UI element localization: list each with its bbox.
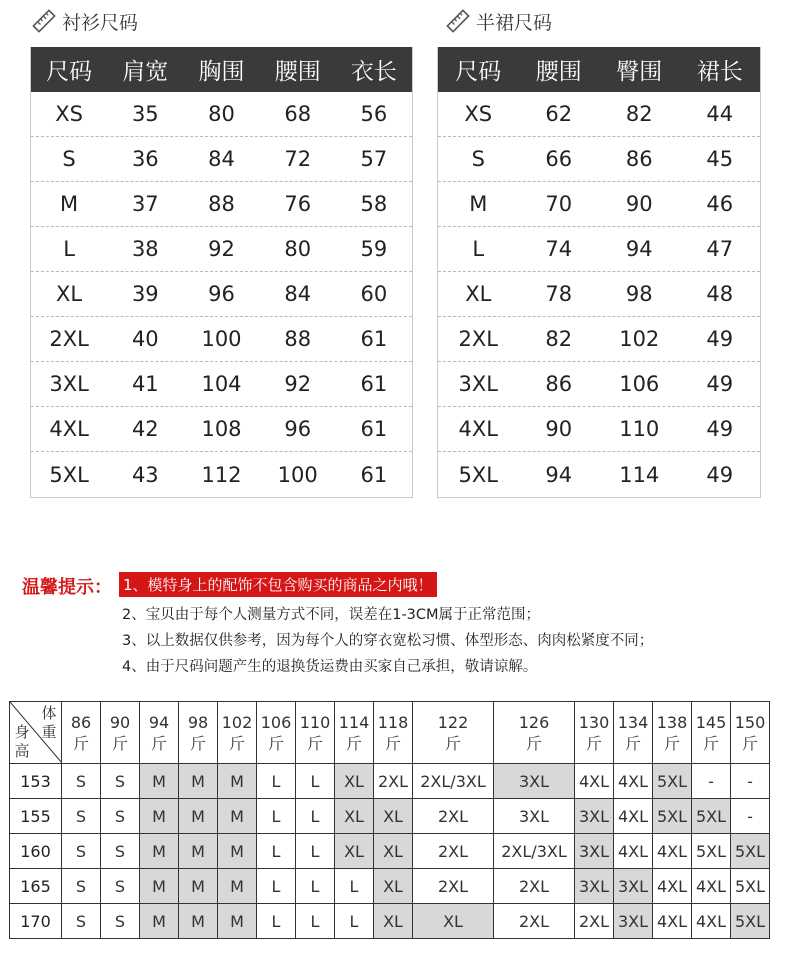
size-cell: L — [296, 764, 335, 799]
weight-value: 130 — [578, 712, 610, 732]
table-cell: 4XL — [458, 417, 498, 441]
table-cell: 39 — [131, 282, 159, 306]
table-cell: 61 — [360, 327, 388, 351]
size-cell: S — [62, 799, 101, 834]
table-cell: 5XL — [458, 462, 498, 487]
table-cell: 74 — [545, 237, 573, 261]
shirt-header-cell: 腰围 — [274, 59, 321, 85]
weight-unit: 斤 — [663, 733, 680, 753]
table-cell: 38 — [131, 237, 159, 261]
weight-unit: 斤 — [150, 733, 167, 753]
size-cell: M — [218, 764, 257, 799]
size-cell: 3XL — [494, 764, 575, 799]
weight-unit: 斤 — [525, 733, 542, 753]
size-cell: L — [257, 764, 296, 799]
size-cell: M — [218, 834, 257, 869]
weight-value: 138 — [656, 712, 688, 732]
table-cell: 104 — [201, 372, 242, 396]
ruler-icon — [446, 9, 470, 33]
size-cell: 4XL — [653, 904, 692, 939]
size-cell: 3XL — [494, 799, 575, 834]
weight-value: 118 — [377, 712, 409, 732]
table-cell: 56 — [360, 102, 388, 126]
size-cell: XL — [374, 799, 413, 834]
table-cell: 41 — [131, 372, 159, 396]
size-cell: 5XL — [731, 834, 770, 869]
size-cell: M — [179, 904, 218, 939]
table-row — [31, 452, 412, 497]
weight-value: 150 — [734, 712, 766, 732]
weight-value: 110 — [299, 712, 331, 732]
size-cell: M — [179, 764, 218, 799]
weight-unit: 斤 — [111, 733, 128, 753]
table-row — [438, 227, 760, 272]
table-cell: 45 — [706, 147, 734, 171]
weight-value: 102 — [221, 712, 253, 732]
size-cell: M — [218, 904, 257, 939]
table-cell: XS — [464, 102, 493, 126]
size-cell: L — [335, 869, 374, 904]
size-cell: 3XL — [575, 799, 614, 834]
weight-value: 86 — [70, 712, 92, 732]
table-row — [31, 317, 412, 362]
table-cell: 110 — [619, 417, 660, 441]
shirt-size-table — [30, 47, 413, 498]
table-cell: 78 — [545, 282, 573, 306]
table-cell: 80 — [208, 102, 235, 126]
table-cell: 70 — [545, 192, 573, 216]
shirt-title: 衬衫尺码 — [62, 11, 139, 34]
size-cell: XL — [413, 904, 494, 939]
size-cell: XL — [335, 799, 374, 834]
size-cell: L — [296, 869, 335, 904]
weight-header-cell — [335, 702, 374, 764]
table-cell: S — [62, 147, 76, 171]
shirt-header-cell: 衣长 — [350, 59, 397, 85]
table-cell: 44 — [706, 102, 734, 126]
tip-item-3: 3、以上数据仅供参考，因为每个人的穿衣宽松习惯、体型形态、肉肉松紧度不同； — [122, 633, 654, 649]
table-cell: 4XL — [49, 417, 89, 441]
size-cell: S — [101, 764, 140, 799]
table-cell: XL — [56, 282, 83, 306]
tip-item-1: 1、模特身上的配饰不包含购买的商品之内哦！ — [119, 572, 437, 597]
weight-unit: 斤 — [189, 733, 206, 753]
table-cell: 36 — [131, 147, 159, 171]
table-row — [438, 272, 760, 317]
weight-header-cell — [101, 702, 140, 764]
table-row — [438, 452, 760, 497]
table-cell: 84 — [284, 282, 312, 306]
table-corner-header — [10, 702, 62, 764]
table-cell: 102 — [619, 327, 660, 351]
table-cell: 88 — [284, 327, 312, 351]
table-cell: 100 — [277, 462, 318, 487]
weight-unit: 斤 — [306, 733, 323, 753]
size-cell: 3XL — [614, 904, 653, 939]
size-cell: 2XL — [494, 869, 575, 904]
size-cell: L — [296, 799, 335, 834]
table-cell: 106 — [619, 372, 660, 396]
table-cell: 86 — [545, 372, 573, 396]
height-cell: 165 — [10, 869, 62, 904]
weight-value: 98 — [187, 712, 209, 732]
size-cell: XL — [335, 834, 374, 869]
tip-item-4: 4、由于尺码问题产生的退换货运费由买家自己承担，敬请谅解。 — [122, 659, 538, 675]
table-cell: 108 — [201, 417, 242, 441]
size-cell: M — [179, 799, 218, 834]
size-cell: 2XL — [413, 834, 494, 869]
size-cell: 5XL — [692, 799, 731, 834]
weight-unit: 斤 — [444, 733, 461, 753]
weight-header-cell — [257, 702, 296, 764]
table-cell: 42 — [131, 417, 159, 441]
weight-header-cell — [614, 702, 653, 764]
table-cell: 46 — [706, 192, 734, 216]
table-cell: M — [60, 192, 79, 216]
skirt-header-cell: 腰围 — [535, 59, 582, 85]
size-cell: S — [101, 834, 140, 869]
tip-item-2: 2、宝贝由于每个人测量方式不同，误差在1-3CM属于正常范围； — [122, 607, 541, 623]
size-cell: - — [692, 764, 731, 799]
table-cell: 60 — [360, 282, 388, 306]
weight-unit: 斤 — [72, 733, 89, 753]
table-cell: 76 — [284, 192, 312, 216]
table-cell: 68 — [284, 102, 312, 126]
table-cell: 90 — [545, 417, 573, 441]
table-row — [31, 227, 412, 272]
size-cell: XL — [374, 904, 413, 939]
weight-header-cell — [62, 702, 101, 764]
table-cell: 82 — [545, 327, 573, 351]
table-cell: 96 — [208, 282, 235, 306]
table-cell: 48 — [706, 282, 734, 306]
table-cell: 88 — [208, 192, 235, 216]
weight-header-cell — [218, 702, 257, 764]
table-cell: 49 — [706, 372, 734, 396]
size-cell: 5XL — [731, 869, 770, 904]
size-cell: M — [140, 764, 179, 799]
table-cell: 47 — [706, 237, 734, 261]
weight-header-cell — [413, 702, 494, 764]
table-cell: 96 — [284, 417, 312, 441]
table-cell: 84 — [208, 147, 235, 171]
size-cell: L — [335, 904, 374, 939]
shirt-table-header — [31, 47, 412, 92]
shirt-header-cell: 肩宽 — [122, 59, 169, 85]
skirt-header-cell: 尺码 — [455, 59, 502, 85]
size-cell: S — [62, 764, 101, 799]
skirt-section-title — [446, 6, 552, 36]
weight-header-cell — [374, 702, 413, 764]
weight-header-cell — [575, 702, 614, 764]
size-cell: M — [140, 799, 179, 834]
size-recommendation-table — [9, 701, 770, 939]
table-row — [31, 182, 412, 227]
table-cell: S — [471, 147, 485, 171]
skirt-title: 半裙尺码 — [476, 11, 553, 34]
table-cell: 98 — [625, 282, 653, 306]
table-row — [438, 92, 760, 137]
size-cell: L — [296, 904, 335, 939]
size-cell: 2XL — [575, 904, 614, 939]
table-cell: 3XL — [49, 372, 89, 396]
table-cell: L — [63, 237, 75, 261]
size-cell: M — [218, 869, 257, 904]
size-cell: M — [140, 834, 179, 869]
size-cell: XL — [374, 834, 413, 869]
table-row — [31, 92, 412, 137]
size-cell: 5XL — [731, 904, 770, 939]
weight-value: 114 — [338, 712, 370, 732]
weight-header-cell — [692, 702, 731, 764]
table-cell: 49 — [706, 327, 734, 351]
table-cell: 43 — [131, 462, 159, 487]
table-cell: 61 — [360, 462, 388, 487]
size-cell: 4XL — [653, 869, 692, 904]
size-cell: S — [101, 904, 140, 939]
weight-value: 94 — [148, 712, 170, 732]
table-row — [438, 317, 760, 362]
table-cell: 35 — [131, 102, 159, 126]
shirt-header-cell: 尺码 — [46, 59, 93, 85]
table-cell: 49 — [706, 417, 734, 441]
size-cell: 2XL — [494, 904, 575, 939]
table-cell: 2XL — [458, 327, 498, 351]
table-cell: 40 — [131, 327, 159, 351]
size-cell: 2XL — [413, 799, 494, 834]
size-cell: M — [218, 799, 257, 834]
tips-label: 温馨提示： — [22, 577, 112, 598]
table-cell: 61 — [360, 372, 388, 396]
weight-value: 106 — [260, 712, 292, 732]
weight-header-cell — [653, 702, 692, 764]
table-row — [438, 182, 760, 227]
shirt-section-title — [32, 6, 138, 36]
weight-value: 122 — [437, 712, 469, 732]
size-cell: 2XL/3XL — [494, 834, 575, 869]
height-cell: 170 — [10, 904, 62, 939]
size-cell: 3XL — [575, 869, 614, 904]
size-cell: - — [731, 764, 770, 799]
table-cell: 59 — [360, 237, 388, 261]
weight-value: 126 — [518, 712, 550, 732]
size-cell: 3XL — [614, 869, 653, 904]
weight-unit: 斤 — [585, 733, 602, 753]
weight-unit: 斤 — [741, 733, 758, 753]
weight-header-cell — [731, 702, 770, 764]
corner-weight-label: 体重 — [41, 704, 57, 741]
table-cell: 90 — [625, 192, 653, 216]
table-cell: 80 — [284, 237, 312, 261]
size-cell: 4XL — [692, 869, 731, 904]
size-cell: 5XL — [692, 834, 731, 869]
table-cell: 2XL — [49, 327, 89, 351]
table-row — [31, 272, 412, 317]
table-cell: 112 — [201, 462, 242, 487]
size-cell: XL — [335, 764, 374, 799]
weight-value: 134 — [617, 712, 649, 732]
size-cell: 2XL/3XL — [413, 764, 494, 799]
weight-header-cell — [140, 702, 179, 764]
size-cell: M — [140, 869, 179, 904]
table-row — [10, 764, 770, 799]
table-cell: 94 — [545, 462, 573, 487]
size-cell: S — [101, 799, 140, 834]
weight-unit: 斤 — [384, 733, 401, 753]
ruler-icon — [32, 9, 56, 33]
size-cell: L — [257, 904, 296, 939]
weight-header-cell — [494, 702, 575, 764]
size-cell: S — [62, 834, 101, 869]
table-row — [438, 362, 760, 407]
size-cell: M — [179, 869, 218, 904]
skirt-header-cell: 裙长 — [696, 59, 743, 85]
size-cell: 2XL — [413, 869, 494, 904]
weight-unit: 斤 — [345, 733, 362, 753]
table-cell: 86 — [625, 147, 653, 171]
height-cell: 160 — [10, 834, 62, 869]
table-cell: 5XL — [49, 462, 89, 487]
weight-unit: 斤 — [624, 733, 641, 753]
table-cell: 94 — [625, 237, 653, 261]
size-cell: 4XL — [653, 834, 692, 869]
weight-unit: 斤 — [702, 733, 719, 753]
size-cell: M — [140, 904, 179, 939]
table-cell: M — [469, 192, 488, 216]
table-row — [438, 137, 760, 182]
size-cell: L — [257, 799, 296, 834]
size-cell: XL — [374, 869, 413, 904]
skirt-size-table — [437, 47, 761, 498]
weight-unit: 斤 — [267, 733, 284, 753]
table-row — [10, 799, 770, 834]
table-row — [438, 407, 760, 452]
table-row — [31, 137, 412, 182]
height-cell: 153 — [10, 764, 62, 799]
table-cell: 62 — [545, 102, 573, 126]
size-cell: L — [257, 834, 296, 869]
table-cell: 37 — [131, 192, 159, 216]
table-cell: 3XL — [458, 372, 498, 396]
table-cell: L — [472, 237, 485, 261]
table-cell: 72 — [284, 147, 312, 171]
size-cell: 2XL — [374, 764, 413, 799]
table-cell: 66 — [545, 147, 573, 171]
size-cell: L — [257, 869, 296, 904]
table-cell: XS — [55, 102, 83, 126]
weight-value: 145 — [695, 712, 727, 732]
table-row — [31, 362, 412, 407]
table-cell: 49 — [706, 462, 734, 487]
table-cell: 92 — [208, 237, 235, 261]
size-cell: L — [296, 834, 335, 869]
table-cell: XL — [465, 282, 492, 306]
table-cell: 61 — [360, 417, 388, 441]
size-cell: S — [62, 869, 101, 904]
size-cell: 4XL — [575, 764, 614, 799]
size-cell: M — [179, 834, 218, 869]
size-cell: S — [62, 904, 101, 939]
weight-unit: 斤 — [228, 733, 245, 753]
size-cell: 3XL — [575, 834, 614, 869]
weight-header-cell — [296, 702, 335, 764]
weight-value: 90 — [109, 712, 131, 732]
table-row — [31, 407, 412, 452]
height-cell: 155 — [10, 799, 62, 834]
table-cell: 100 — [201, 327, 242, 351]
table-row — [10, 869, 770, 904]
table-row — [10, 834, 770, 869]
size-cell: 5XL — [653, 799, 692, 834]
size-cell: 4XL — [692, 904, 731, 939]
skirt-table-header — [438, 47, 760, 92]
table-row — [10, 904, 770, 939]
size-cell: - — [731, 799, 770, 834]
table-cell: 57 — [360, 147, 388, 171]
weight-header-cell — [179, 702, 218, 764]
size-cell: 5XL — [653, 764, 692, 799]
shirt-header-cell: 胸围 — [198, 59, 245, 85]
size-cell: 4XL — [614, 764, 653, 799]
size-cell: 4XL — [614, 834, 653, 869]
skirt-header-cell: 臀围 — [616, 59, 663, 85]
corner-height-label: 身高 — [14, 723, 30, 760]
size-cell: 4XL — [614, 799, 653, 834]
table-cell: 82 — [625, 102, 653, 126]
table-cell: 58 — [360, 192, 388, 216]
table-cell: 114 — [619, 462, 660, 487]
table-cell: 92 — [284, 372, 312, 396]
size-cell: S — [101, 869, 140, 904]
